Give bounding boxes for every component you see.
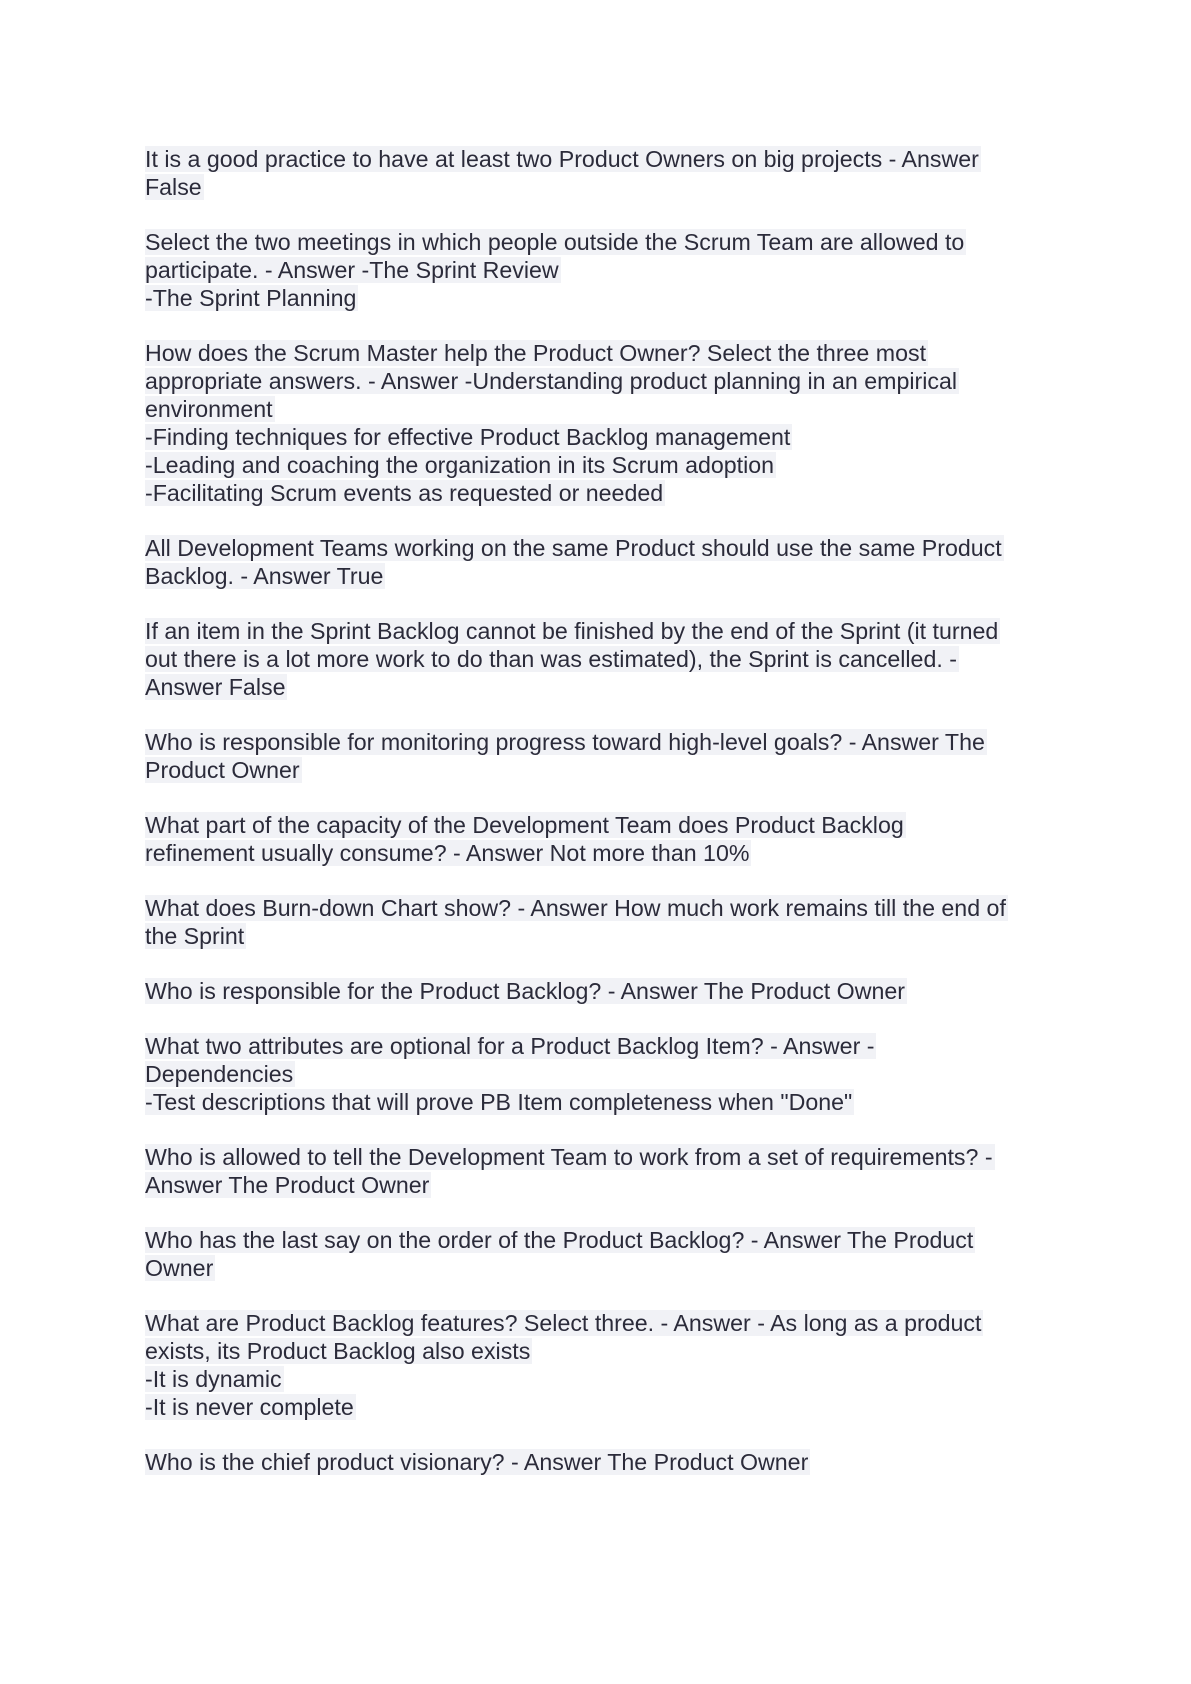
qa-line	[145, 1171, 1065, 1199]
qa-line-text: the Sprint	[145, 923, 245, 949]
qa-line-text: All Development Teams working on the same Product should use the same Product	[145, 535, 1002, 561]
qa-line	[145, 423, 1065, 451]
qa-line	[145, 451, 1065, 479]
qa-line-text: -The Sprint Planning	[145, 285, 357, 311]
qa-item	[145, 228, 1065, 312]
qa-line	[145, 1226, 1065, 1254]
qa-line-text: Who is responsible for monitoring progress toward high-level goals? - Answer The	[145, 729, 985, 755]
qa-line	[145, 1254, 1065, 1282]
document-body	[145, 145, 1065, 1503]
qa-line	[145, 479, 1065, 507]
qa-line	[145, 617, 1065, 645]
qa-line-text: -It is never complete	[145, 1394, 354, 1420]
qa-line-text: Product Owner	[145, 757, 300, 783]
qa-line	[145, 1143, 1065, 1171]
qa-item	[145, 728, 1065, 784]
qa-line	[145, 673, 1065, 701]
qa-line-text: Answer The Product Owner	[145, 1172, 430, 1198]
qa-line	[145, 339, 1065, 367]
qa-line	[145, 367, 1065, 395]
qa-line	[145, 894, 1065, 922]
qa-line-text: Who is the chief product visionary? - Answer The Product Owner	[145, 1449, 809, 1475]
qa-line	[145, 1448, 1065, 1476]
qa-line	[145, 256, 1065, 284]
qa-line-text: -Finding techniques for effective Product Backlog management	[145, 424, 791, 450]
qa-line	[145, 1337, 1065, 1365]
qa-line	[145, 922, 1065, 950]
qa-line-text: False	[145, 174, 202, 200]
qa-line	[145, 284, 1065, 312]
qa-line	[145, 228, 1065, 256]
qa-line	[145, 1060, 1065, 1088]
qa-item	[145, 1448, 1065, 1476]
qa-line	[145, 1309, 1065, 1337]
qa-line	[145, 1088, 1065, 1116]
qa-line-text: out there is a lot more work to do than was estimated), the Sprint is cancelled. -	[145, 646, 957, 672]
qa-line-text: Who is allowed to tell the Development Team to work from a set of requirements? -	[145, 1144, 993, 1170]
qa-line	[145, 1393, 1065, 1421]
qa-line-text: What two attributes are optional for a Product Backlog Item? - Answer -	[145, 1033, 875, 1059]
qa-line-text: What part of the capacity of the Development Team does Product Backlog	[145, 812, 904, 838]
qa-item	[145, 1032, 1065, 1116]
qa-line	[145, 534, 1065, 562]
qa-line-text: Owner	[145, 1255, 214, 1281]
qa-line-text: What are Product Backlog features? Select three. - Answer - As long as a product	[145, 1310, 982, 1336]
qa-line-text: appropriate answers. - Answer -Understanding product planning in an empirical	[145, 368, 958, 394]
qa-line-text: Backlog. - Answer True	[145, 563, 384, 589]
qa-item	[145, 339, 1065, 507]
qa-line-text: Answer False	[145, 674, 286, 700]
qa-item	[145, 534, 1065, 590]
qa-line	[145, 173, 1065, 201]
qa-line-text: How does the Scrum Master help the Product Owner? Select the three most	[145, 340, 927, 366]
qa-line-text: If an item in the Sprint Backlog cannot be finished by the end of the Sprint (it turned	[145, 618, 999, 644]
qa-line	[145, 756, 1065, 784]
qa-line-text: -It is dynamic	[145, 1366, 282, 1392]
qa-line-text: -Test descriptions that will prove PB Item completeness when "Done"	[145, 1089, 853, 1115]
qa-line	[145, 1365, 1065, 1393]
qa-line	[145, 645, 1065, 673]
qa-item	[145, 811, 1065, 867]
qa-line-text: Who is responsible for the Product Backlog? - Answer The Product Owner	[145, 978, 905, 1004]
qa-line	[145, 145, 1065, 173]
qa-line-text: Dependencies	[145, 1061, 294, 1087]
qa-line	[145, 1032, 1065, 1060]
qa-line-text: Who has the last say on the order of the Product Backlog? - Answer The Product	[145, 1227, 974, 1253]
qa-line	[145, 562, 1065, 590]
qa-line	[145, 977, 1065, 1005]
qa-line-text: What does Burn-down Chart show? - Answer How much work remains till the end of	[145, 895, 1006, 921]
qa-line	[145, 839, 1065, 867]
qa-line-text: exists, its Product Backlog also exists	[145, 1338, 531, 1364]
qa-item	[145, 977, 1065, 1005]
qa-line-text: It is a good practice to have at least two Product Owners on big projects - Answer	[145, 146, 979, 172]
qa-item	[145, 1143, 1065, 1199]
qa-line-text: -Leading and coaching the organization in its Scrum adoption	[145, 452, 775, 478]
qa-item	[145, 1309, 1065, 1421]
qa-line	[145, 728, 1065, 756]
qa-item	[145, 145, 1065, 201]
qa-item	[145, 1226, 1065, 1282]
qa-line-text: Select the two meetings in which people outside the Scrum Team are allowed to	[145, 229, 965, 255]
qa-item	[145, 617, 1065, 701]
qa-line	[145, 395, 1065, 423]
qa-line-text: participate. - Answer -The Sprint Review	[145, 257, 559, 283]
qa-line-text: environment	[145, 396, 273, 422]
qa-line	[145, 811, 1065, 839]
qa-line-text: refinement usually consume? - Answer Not more than 10%	[145, 840, 750, 866]
qa-item	[145, 894, 1065, 950]
qa-line-text: -Facilitating Scrum events as requested or needed	[145, 480, 664, 506]
